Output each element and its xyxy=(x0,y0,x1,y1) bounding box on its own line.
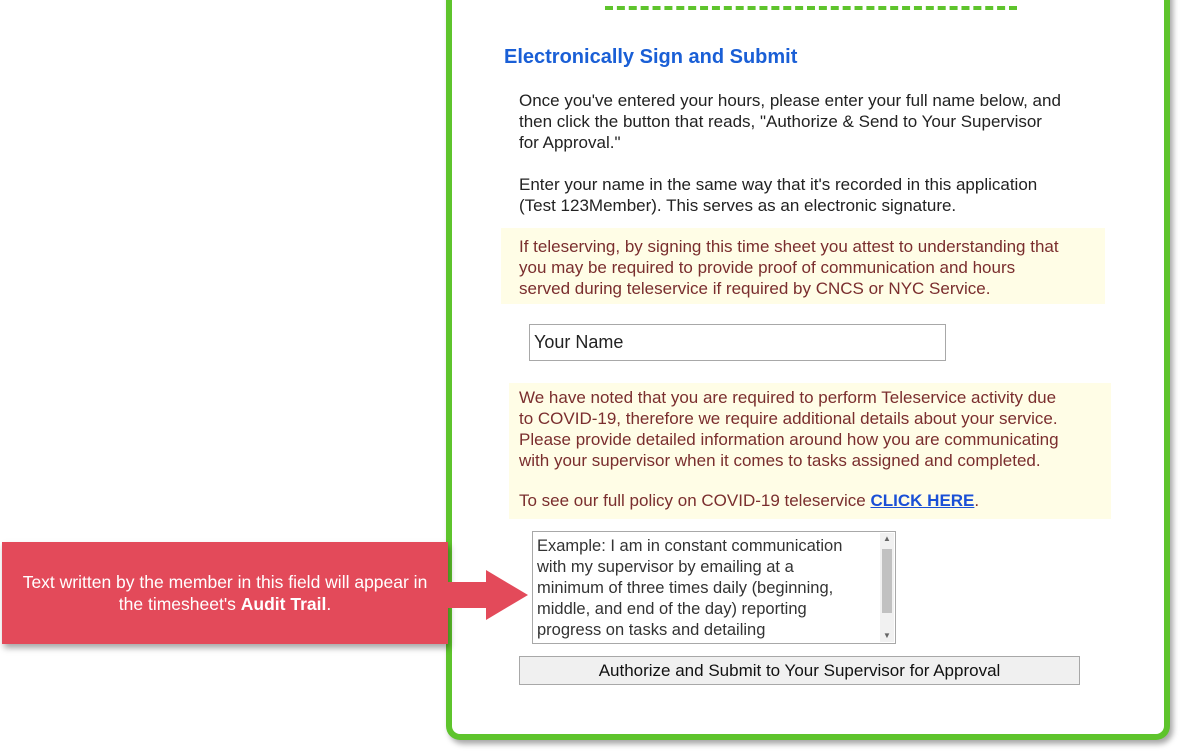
notice-line: We have noted that you are required to perform Teleservice activity due xyxy=(519,388,1057,407)
callout-arrow-shaft xyxy=(446,582,486,608)
policy-line xyxy=(519,490,1059,511)
policy-period: . xyxy=(974,491,980,510)
textarea-content[interactable] xyxy=(537,536,877,641)
textarea-line: Example: I am in constant communication xyxy=(537,537,843,555)
notice-line: served during teleservice if required by CNCS or NYC Service. xyxy=(519,279,991,298)
textarea-line: middle, and end of the day) reporting xyxy=(537,600,807,618)
textarea-line: with my supervisor by emailing at a xyxy=(537,558,794,576)
notice-line: Please provide detailed information around how you are communicating xyxy=(519,430,1059,449)
notice-line: to COVID-19, therefore we require additional details about your service. xyxy=(519,409,1058,428)
signature-instructions-line: Enter your name in the same way that it's recorded in this application xyxy=(519,175,1038,194)
callout-text-main: Text written by the member in this field will appear in the timesheet's xyxy=(22,572,428,614)
notice-line: you may be required to provide proof of communication and hours xyxy=(519,258,1016,277)
textarea-scrollbar[interactable] xyxy=(880,533,894,642)
covid-notice xyxy=(509,383,1111,519)
instructions-line: Once you've entered your hours, please enter your full name below, and xyxy=(519,91,1061,110)
name-signature-input[interactable] xyxy=(529,324,946,361)
notice-line: with your supervisor when it comes to tasks assigned and completed. xyxy=(519,451,1041,470)
service-details-textarea[interactable] xyxy=(532,531,896,644)
dashed-divider xyxy=(605,6,1017,10)
scroll-down-icon[interactable]: ▼ xyxy=(883,631,891,640)
teleserve-notice xyxy=(501,228,1105,304)
callout-text-bold: Audit Trail xyxy=(240,594,327,614)
section-title: Electronically Sign and Submit xyxy=(504,46,798,68)
click-here-link[interactable]: CLICK HERE xyxy=(870,491,975,510)
notice-line: If teleserving, by signing this time sheet you attest to understanding that xyxy=(519,237,1059,256)
signature-instructions-line: (Test 123Member). This serves as an electronic signature. xyxy=(519,196,957,215)
policy-text: To see our full policy on COVID-19 teleservice xyxy=(519,491,871,510)
signature-instructions xyxy=(519,174,1037,216)
instructions-paragraph xyxy=(519,90,1061,153)
audit-trail-callout xyxy=(2,542,448,644)
callout-text xyxy=(22,571,428,615)
instructions-line: for Approval." xyxy=(519,133,621,152)
callout-text-end: . xyxy=(326,594,332,614)
textarea-line: progress on tasks and detailing xyxy=(537,621,766,639)
scroll-up-icon[interactable]: ▲ xyxy=(883,534,891,543)
callout-arrow-icon xyxy=(486,570,528,620)
authorize-submit-button[interactable]: Authorize and Submit to Your Supervisor for Approval xyxy=(519,656,1080,685)
scroll-thumb[interactable] xyxy=(882,549,892,613)
instructions-line: then click the button that reads, "Authorize & Send to Your Supervisor xyxy=(519,112,1042,131)
textarea-line: minimum of three times daily (beginning, xyxy=(537,579,834,597)
